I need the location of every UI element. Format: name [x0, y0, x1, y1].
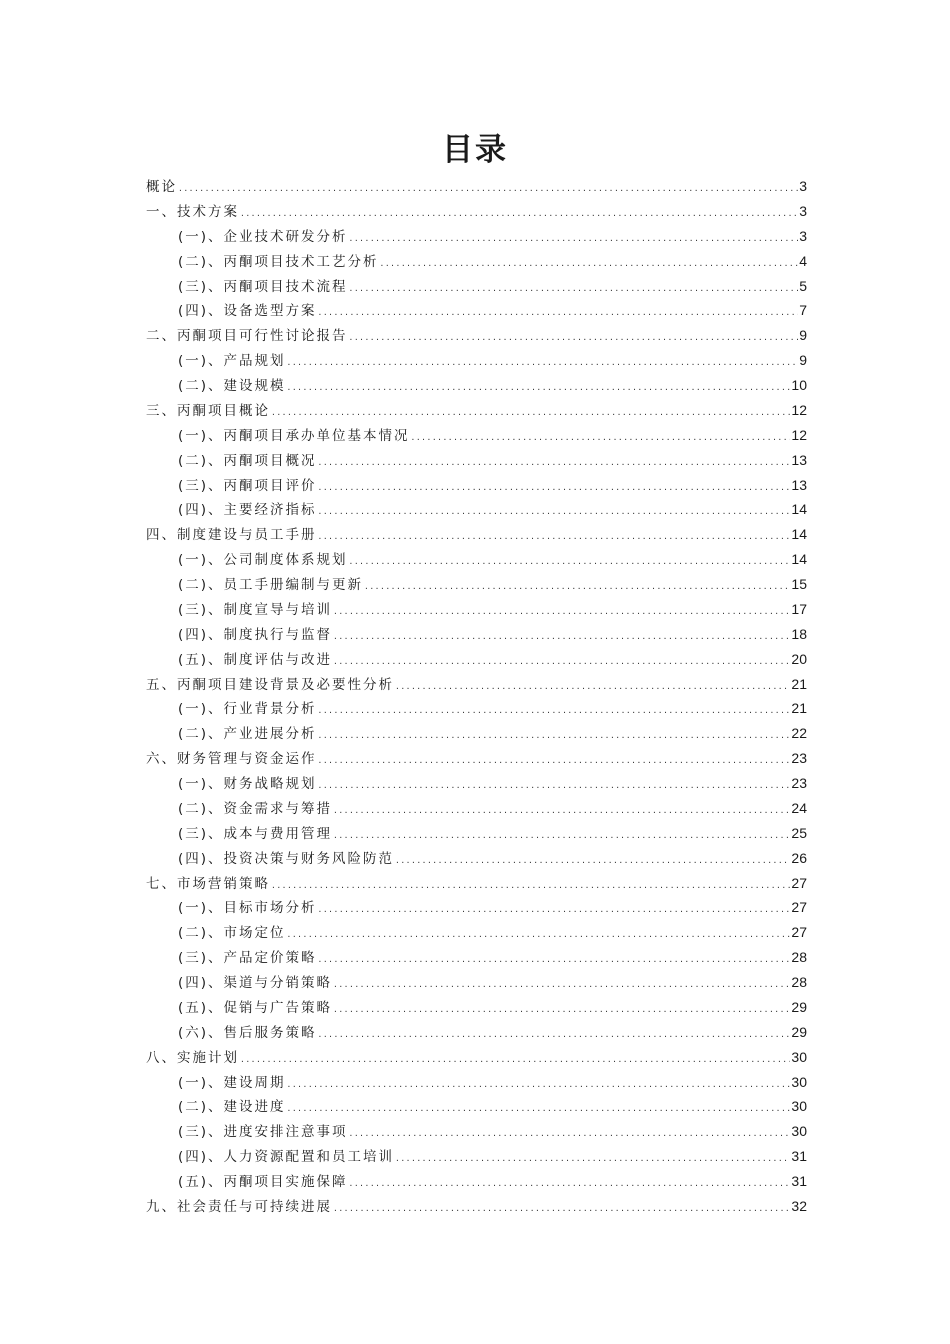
dot-leader	[240, 1048, 790, 1070]
toc-entry-page-number: 9	[799, 352, 807, 369]
toc-entry-text: (二)、市场定位	[178, 925, 286, 942]
toc-entry-text: (二)、丙酮项目概况	[178, 452, 317, 469]
toc-entry-page-number: 9	[799, 327, 807, 344]
toc-entry-page-number: 23	[791, 775, 807, 791]
toc-entry-page-number: 28	[791, 949, 807, 966]
toc-entry-text: (二)、资金需求与筹措	[178, 800, 333, 817]
toc-entry-page-number: 32	[791, 1197, 807, 1214]
toc-entry-text: (一)、产品规划	[178, 353, 286, 370]
dot-leader	[395, 849, 790, 871]
toc-entry-page-number: 29	[791, 1023, 807, 1040]
toc-entry-text: (三)、产品定价策略	[178, 950, 317, 967]
toc-entry[interactable]	[146, 199, 807, 224]
toc-entry-text: 九、社会责任与可持续进展	[146, 1198, 332, 1215]
toc-entry[interactable]	[146, 1194, 807, 1219]
toc-entry-text: (五)、促销与广告策略	[178, 999, 333, 1016]
dot-leader	[318, 451, 791, 473]
dot-leader	[271, 874, 790, 896]
toc-entry-text: (一)、丙酮项目承办单位基本情况	[178, 427, 410, 444]
toc-entry[interactable]	[146, 249, 807, 274]
dot-leader	[333, 1197, 790, 1219]
toc-entry-page-number: 25	[791, 824, 807, 841]
dot-leader	[271, 401, 790, 423]
toc-entry-page-number: 27	[791, 899, 807, 916]
dot-leader	[349, 227, 799, 249]
toc-entry-page-number: 14	[791, 501, 807, 518]
toc-entry-text: (三)、丙酮项目技术流程	[178, 278, 348, 295]
toc-entry-text: (一)、财务战略规划	[178, 776, 317, 792]
dot-leader	[349, 326, 799, 348]
toc-entry[interactable]	[146, 871, 807, 896]
toc-entry[interactable]	[146, 398, 807, 423]
dot-leader	[318, 699, 791, 721]
toc-entry-text: (四)、制度执行与监督	[178, 626, 333, 643]
toc-entry-text: 概论	[146, 179, 177, 195]
dot-leader	[333, 973, 790, 995]
toc-entry-text: 二、丙酮项目可行性讨论报告	[146, 328, 348, 345]
toc-entry-text: 八、实施计划	[146, 1049, 239, 1066]
dot-leader	[287, 923, 791, 945]
toc-entry-page-number: 31	[791, 1148, 807, 1165]
toc-entry[interactable]	[146, 348, 807, 373]
toc-entry-text: (一)、企业技术研发分析	[178, 228, 348, 245]
toc-entry-text: (一)、行业背景分析	[178, 701, 317, 718]
toc-entry[interactable]	[146, 448, 807, 473]
dot-leader	[318, 1023, 791, 1045]
toc-entry-text: (三)、丙酮项目评价	[178, 477, 317, 494]
toc-entry-text: 一、技术方案	[146, 203, 239, 220]
dot-leader	[287, 376, 791, 398]
toc-entry-page-number: 29	[791, 998, 807, 1015]
dot-leader	[287, 1073, 791, 1095]
toc-entry[interactable]	[146, 224, 807, 249]
toc-entry-text: (四)、设备选型方案	[178, 303, 317, 320]
toc-entry[interactable]	[146, 1094, 807, 1119]
toc-entry[interactable]	[146, 174, 807, 199]
toc-entry-text: (二)、产业进展分析	[178, 726, 317, 743]
toc-entry-page-number: 30	[791, 1048, 807, 1065]
toc-entry-text: (四)、人力资源配置和员工培训	[178, 1149, 395, 1166]
toc-entry-text: (四)、主要经济指标	[178, 502, 317, 519]
dot-leader	[318, 898, 791, 920]
toc-entry-page-number: 12	[791, 401, 807, 418]
toc-entry-page-number: 21	[791, 700, 807, 717]
toc-entry[interactable]	[146, 945, 807, 970]
toc-entry-page-number: 31	[791, 1173, 807, 1189]
toc-entry-page-number: 23	[791, 750, 807, 767]
dot-leader	[240, 202, 798, 224]
dot-leader	[318, 476, 791, 498]
toc-entry-page-number: 13	[791, 451, 807, 468]
toc-entry[interactable]	[146, 274, 807, 299]
toc-entry-page-number: 26	[791, 849, 807, 866]
dot-leader	[318, 500, 791, 522]
dot-leader	[333, 625, 790, 647]
dot-leader	[318, 301, 799, 323]
toc-entry-page-number: 4	[799, 252, 807, 269]
toc-entry[interactable]	[146, 373, 807, 398]
toc-entry-text: (二)、建设进度	[178, 1099, 286, 1116]
dot-leader	[333, 799, 790, 821]
toc-entry-text: (三)、成本与费用管理	[178, 825, 333, 842]
toc-entry-page-number: 3	[799, 227, 807, 244]
dot-leader	[318, 948, 791, 970]
toc-entry[interactable]	[146, 522, 807, 547]
toc-entry-page-number: 30	[791, 1073, 807, 1090]
toc-entry-text: 七、市场营销策略	[146, 875, 270, 892]
toc-entry[interactable]	[146, 821, 807, 846]
toc-entry-text: (一)、目标市场分析	[178, 900, 317, 917]
toc-entry-text: (五)、丙酮项目实施保障	[178, 1174, 348, 1190]
dot-leader	[411, 426, 791, 448]
dot-leader	[364, 575, 790, 597]
toc-entry-page-number: 24	[791, 799, 807, 816]
toc-entry-page-number: 30	[791, 1098, 807, 1115]
toc-entry-text: (三)、制度宣导与培训	[178, 601, 333, 618]
toc-entry[interactable]	[146, 647, 807, 672]
toc-entry-text: 五、丙酮项目建设背景及必要性分析	[146, 676, 394, 693]
toc-entry-text: 六、财务管理与资金运作	[146, 751, 317, 768]
toc-entry-page-number: 15	[791, 576, 807, 592]
dot-leader	[287, 351, 799, 373]
dot-leader	[333, 998, 790, 1020]
toc-entry[interactable]	[146, 597, 807, 622]
toc-entry-text: 四、制度建设与员工手册	[146, 527, 317, 544]
toc-entry[interactable]	[146, 1070, 807, 1095]
dot-leader	[380, 252, 799, 274]
toc-entry[interactable]	[146, 1144, 807, 1169]
toc-entry-page-number: 14	[791, 526, 807, 543]
toc-entry-page-number: 27	[791, 924, 807, 941]
toc-entry[interactable]	[146, 323, 807, 348]
toc-entry[interactable]	[146, 1169, 807, 1194]
toc-entry[interactable]	[146, 796, 807, 821]
toc-entry-page-number: 7	[799, 302, 807, 319]
toc-entry[interactable]	[146, 497, 807, 522]
toc-entry-text: (一)、公司制度体系规划	[178, 552, 348, 569]
toc-entry[interactable]	[146, 746, 807, 771]
dot-leader	[318, 749, 791, 771]
toc-entry-page-number: 13	[791, 476, 807, 493]
toc-entry-text: (四)、投资决策与财务风险防范	[178, 850, 395, 867]
toc-entry[interactable]	[146, 771, 807, 796]
toc-entry-page-number: 20	[791, 650, 807, 667]
toc-entry-page-number: 10	[791, 377, 807, 393]
toc-entry[interactable]	[146, 547, 807, 572]
toc-entry-text: (三)、进度安排注意事项	[178, 1124, 348, 1141]
toc-entry[interactable]	[146, 1020, 807, 1045]
toc-entry[interactable]	[146, 970, 807, 995]
toc-entry[interactable]	[146, 473, 807, 498]
toc-entry-page-number: 17	[791, 600, 807, 617]
toc-entry[interactable]	[146, 572, 807, 597]
toc-entry[interactable]	[146, 920, 807, 945]
dot-leader	[287, 1097, 791, 1119]
toc-entry-page-number: 18	[791, 625, 807, 642]
dot-leader	[395, 1147, 790, 1169]
dot-leader	[318, 724, 791, 746]
toc-entry-page-number: 21	[791, 675, 807, 692]
toc-entry[interactable]	[146, 1119, 807, 1144]
toc-title: 目录	[442, 132, 508, 168]
toc-entry[interactable]	[146, 672, 807, 697]
dot-leader	[318, 774, 791, 796]
toc-entry-page-number: 27	[791, 874, 807, 891]
toc-entry-text: (二)、建设规模	[178, 378, 286, 394]
toc-entry[interactable]	[146, 846, 807, 871]
toc-entry-text: (二)、丙酮项目技术工艺分析	[178, 253, 379, 270]
toc-entry-page-number: 30	[791, 1123, 807, 1140]
dot-leader	[178, 177, 798, 199]
toc-entry-page-number: 28	[791, 974, 807, 990]
toc-entry[interactable]	[146, 995, 807, 1020]
dot-leader	[395, 675, 790, 697]
toc-entry-text: 三、丙酮项目概论	[146, 402, 270, 419]
dot-leader	[333, 600, 790, 622]
toc-entry-page-number: 3	[799, 202, 807, 219]
toc-entry-text: (二)、员工手册编制与更新	[178, 577, 364, 593]
dot-leader	[349, 277, 799, 299]
toc-entry[interactable]	[146, 721, 807, 746]
dot-leader	[349, 1172, 791, 1194]
toc-entry-page-number: 12	[791, 426, 807, 443]
toc-entry[interactable]	[146, 696, 807, 721]
dot-leader	[333, 824, 790, 846]
toc-entry[interactable]	[146, 423, 807, 448]
dot-leader	[349, 1122, 791, 1144]
dot-leader	[333, 650, 790, 672]
toc-entry-page-number: 22	[791, 725, 807, 742]
dot-leader	[318, 525, 791, 547]
toc-entry[interactable]	[146, 1045, 807, 1070]
toc-entry[interactable]	[146, 895, 807, 920]
toc-entry-page-number: 5	[799, 277, 807, 294]
toc-list	[146, 174, 807, 1219]
toc-entry-text: (一)、建设周期	[178, 1074, 286, 1091]
toc-entry[interactable]	[146, 298, 807, 323]
toc-entry-text: (四)、渠道与分销策略	[178, 975, 333, 991]
toc-entry-page-number: 3	[799, 178, 807, 194]
toc-entry-text: (五)、制度评估与改进	[178, 651, 333, 668]
toc-entry-page-number: 14	[791, 551, 807, 568]
dot-leader	[349, 550, 791, 572]
toc-entry[interactable]	[146, 622, 807, 647]
toc-entry-text: (六)、售后服务策略	[178, 1024, 317, 1041]
